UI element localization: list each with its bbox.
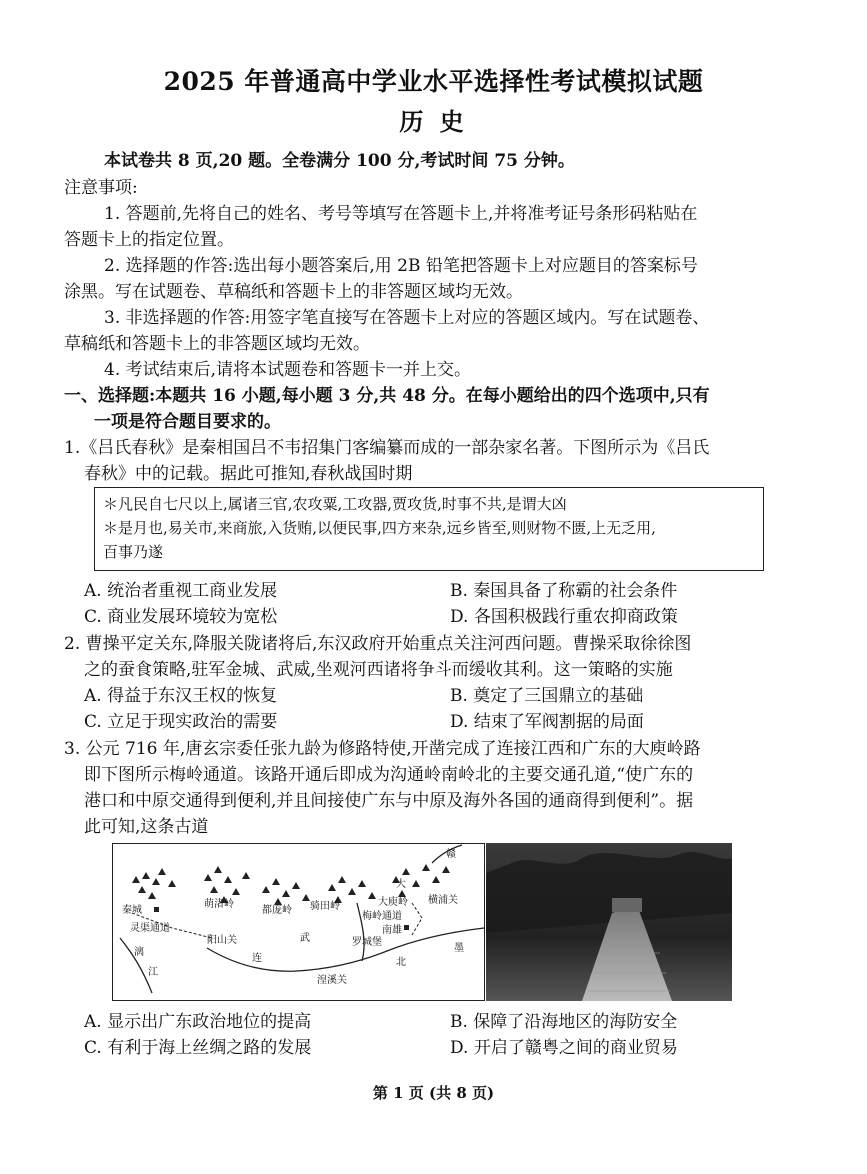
map-label: 横浦关 bbox=[428, 895, 458, 906]
map-label: 阳山关 bbox=[207, 935, 237, 946]
notice-line: 涂黑。写在试题卷、草稿纸和答题卡上的非答题区域均无效。 bbox=[64, 282, 523, 302]
notice-line: 4. 考试结束后,请将本试题卷和答题卡一并上交。 bbox=[104, 360, 472, 380]
map-label: 赣 bbox=[446, 849, 456, 860]
road-photo bbox=[486, 843, 732, 1001]
question-stem: 3. 公元 716 年,唐玄宗委任张九龄为修路特使,开凿完成了连接江西和广东的大庾岭路 bbox=[64, 739, 701, 759]
question-stem: 1.《吕氏春秋》是秦相国吕不韦招集门客编纂而成的一部杂家名著。下图所示为《吕氏 bbox=[64, 438, 710, 458]
quote-line: ＊凡民自七尺以上,属诸三官,农攻粟,工攻器,贾攻货,时事不共,是谓大凶 bbox=[103, 495, 567, 513]
map-label: 都庞岭 bbox=[262, 905, 292, 916]
map-label: 萌渚岭 bbox=[204, 899, 234, 910]
map-label: 大庾岭 bbox=[378, 897, 408, 908]
map-label: 墨 bbox=[454, 943, 464, 954]
map-label: 武 bbox=[300, 933, 310, 944]
option-d: D. 结束了军阀割据的局面 bbox=[450, 712, 644, 732]
notice-line: 1. 答题前,先将自己的姓名、考号等填写在答题卡上,并将准考证号条形码粘贴在 bbox=[104, 204, 698, 224]
question-stem: 即下图所示梅岭通道。该路开通后即成为沟通岭南岭北的主要交通孔道,“使广东的 bbox=[84, 765, 694, 785]
notice-line: 2. 选择题的作答:选出每小题答案后,用 2B 铅笔把答题卡上对应题目的答案标号 bbox=[104, 256, 698, 276]
map-label: 骑田岭 bbox=[310, 901, 340, 912]
exam-title: 2025 年普通高中学业水平选择性考试模拟试题 bbox=[163, 67, 704, 96]
option-c: C. 商业发展环境较为宽松 bbox=[84, 607, 278, 627]
notice-heading: 注意事项: bbox=[64, 178, 138, 198]
question-stem: 春秋》中的记载。据此可推知,春秋战国时期 bbox=[84, 464, 413, 484]
question-stem: 之的蚕食策略,驻军金城、武威,坐观河西诸将争斗而缓收其利。这一策略的实施 bbox=[84, 660, 673, 680]
map-label: 江 bbox=[148, 967, 158, 978]
question-stem: 此可知,这条古道 bbox=[84, 817, 209, 837]
notice-line: 3. 非选择题的作答:用签字笔直接写在答题卡上对应的答题区域内。写在试题卷、 bbox=[104, 308, 710, 328]
route-map bbox=[113, 844, 485, 1001]
question-stem: 2. 曹操平定关东,降服关陇诸将后,东汉政府开始重点关注河西问题。曹操采取徐徐图 bbox=[64, 634, 692, 654]
section-heading: 一、选择题:本题共 16 小题,每小题 3 分,共 48 分。在每小题给出的四个选项中,只有 bbox=[64, 386, 710, 406]
map-label: 湟溪关 bbox=[317, 975, 347, 986]
option-a: A. 显示出广东政治地位的提高 bbox=[84, 1012, 312, 1032]
map-and-photo-figure bbox=[112, 843, 732, 1001]
map-label: 梅岭通道 bbox=[362, 911, 402, 922]
option-b: B. 保障了沿海地区的海防安全 bbox=[450, 1012, 678, 1032]
quote-box bbox=[94, 487, 764, 571]
map-label: 秦城 bbox=[122, 905, 142, 916]
notice-line: 答题卡上的指定位置。 bbox=[64, 230, 234, 250]
option-a: A. 得益于东汉王权的恢复 bbox=[84, 686, 278, 706]
map-label: 罗城堡 bbox=[352, 937, 382, 948]
section-heading: 一项是符合题目要求的。 bbox=[94, 412, 281, 432]
option-d: D. 各国积极践行重农抑商政策 bbox=[450, 607, 678, 627]
question-stem: 港口和中原交通得到便利,并且间接使广东与中原及海外各国的通商得到便利”。据 bbox=[84, 791, 694, 811]
option-d: D. 开启了赣粤之间的商业贸易 bbox=[450, 1038, 678, 1058]
subject-title: 历 史 bbox=[399, 107, 468, 136]
page-footer: 第 1 页 (共 8 页) bbox=[372, 1084, 495, 1102]
option-a: A. 统治者重视工商业发展 bbox=[84, 581, 278, 601]
quote-line: 百事乃遂 bbox=[103, 543, 164, 561]
exam-intro: 本试卷共 8 页,20 题。全卷满分 100 分,考试时间 75 分钟。 bbox=[104, 151, 575, 171]
option-b: B. 奠定了三国鼎立的基础 bbox=[450, 686, 644, 706]
option-c: C. 立足于现实政治的需要 bbox=[84, 712, 278, 732]
map-label: 灵渠通道 bbox=[130, 923, 170, 934]
map-label: 大 bbox=[396, 879, 406, 890]
map-label: 漓 bbox=[134, 947, 144, 958]
option-b: B. 秦国具备了称霸的社会条件 bbox=[450, 581, 678, 601]
map-label: 连 bbox=[252, 953, 262, 964]
notice-line: 草稿纸和答题卡上的非答题区域均无效。 bbox=[64, 334, 370, 354]
option-c: C. 有利于海上丝绸之路的发展 bbox=[84, 1038, 312, 1058]
map-label: 北 bbox=[396, 957, 406, 968]
map-label: 南雄 bbox=[382, 925, 402, 936]
quote-line: ＊是月也,易关市,来商旅,入货贿,以便民事,四方来杂,远乡皆至,则财物不匮,上无乏用, bbox=[103, 519, 656, 537]
